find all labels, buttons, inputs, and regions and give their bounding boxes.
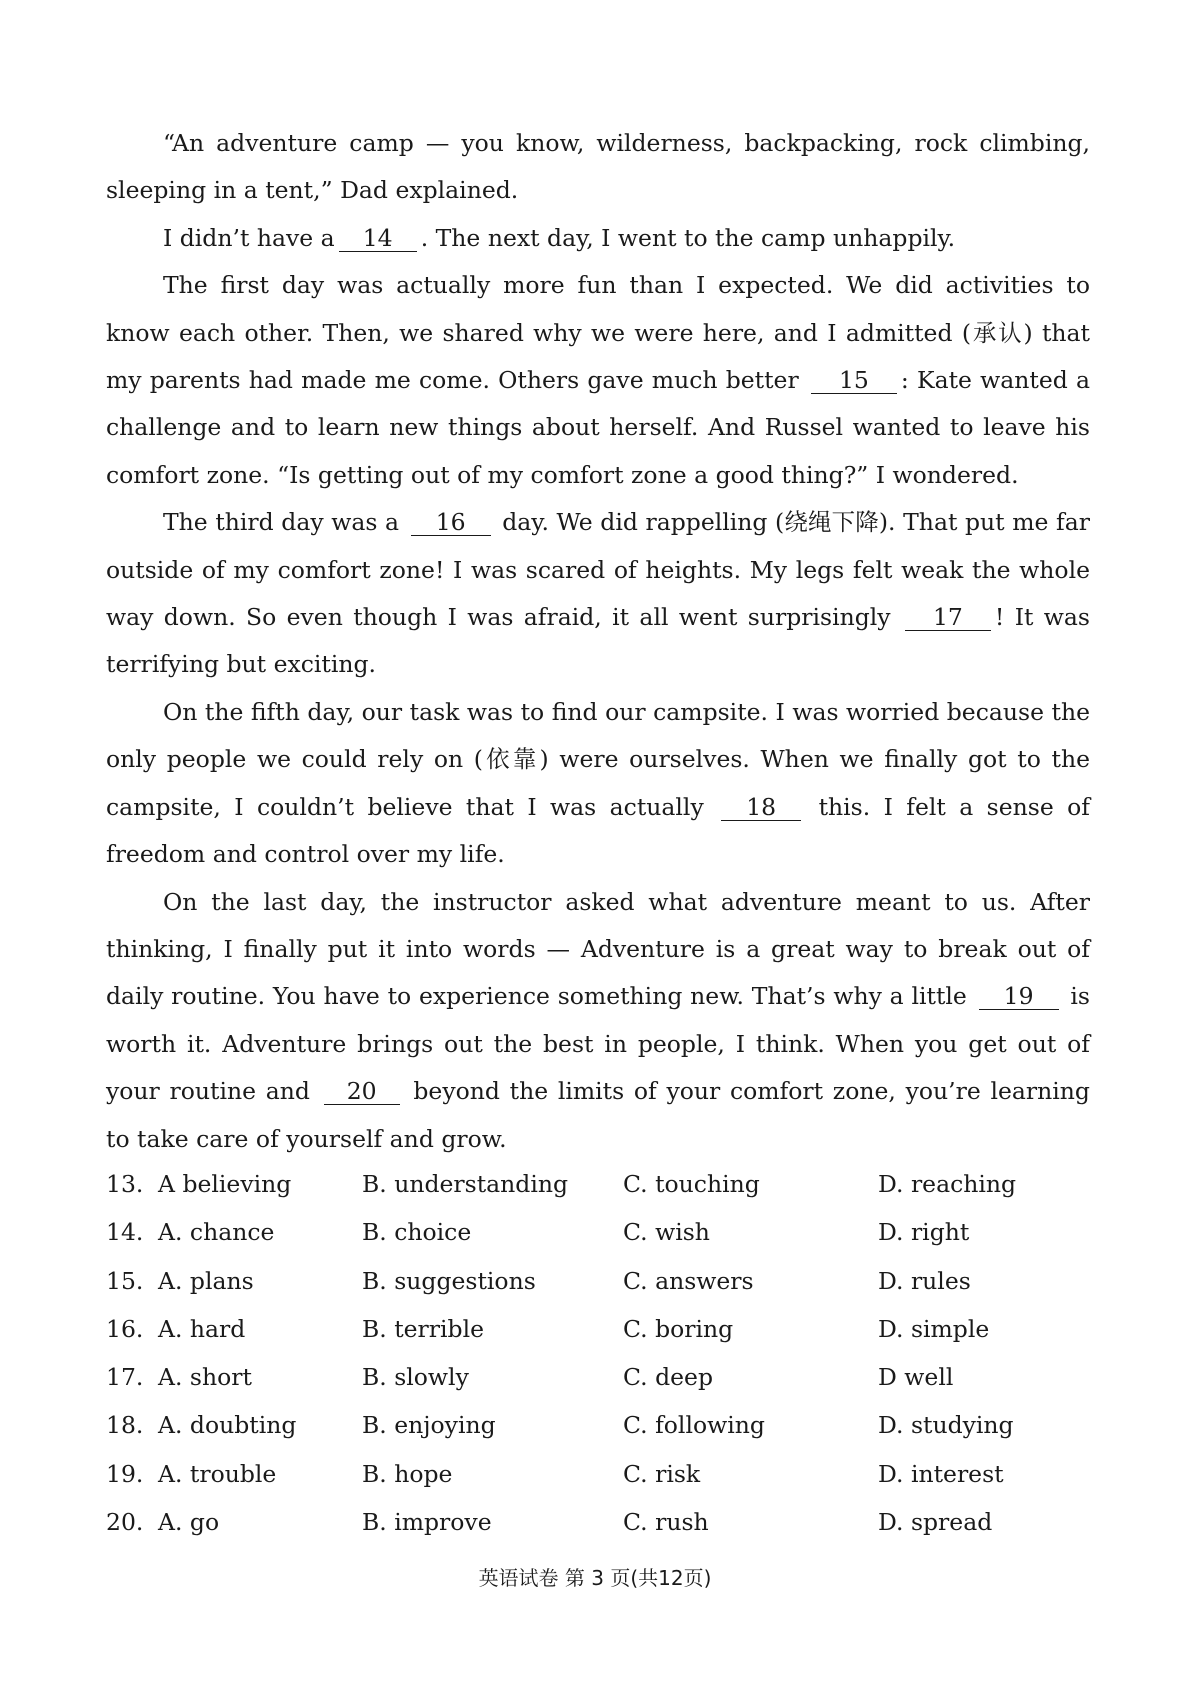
option-b: B. enjoying bbox=[362, 1411, 496, 1440]
option-d: D. simple bbox=[878, 1314, 990, 1343]
option-d: D well bbox=[878, 1363, 954, 1392]
question-number: 14. bbox=[106, 1218, 144, 1247]
question-19 bbox=[106, 1460, 1090, 1508]
option-a: A. plans bbox=[158, 1266, 254, 1295]
option-b: B. hope bbox=[362, 1459, 453, 1488]
blank-20: 20 bbox=[324, 1078, 400, 1105]
question-16 bbox=[106, 1315, 1090, 1363]
option-a: A. hard bbox=[158, 1314, 246, 1343]
question-number: 13. bbox=[106, 1170, 144, 1198]
option-b: B. improve bbox=[362, 1508, 492, 1537]
option-d: D. interest bbox=[878, 1459, 1004, 1488]
option-a: A. short bbox=[158, 1363, 252, 1392]
reading-passage bbox=[106, 120, 1090, 1163]
option-b: B. understanding bbox=[362, 1170, 569, 1198]
question-18 bbox=[106, 1411, 1090, 1459]
option-a: A. go bbox=[158, 1508, 220, 1537]
option-c: C. touching bbox=[623, 1170, 760, 1198]
paragraph-text: beyond the limits of your comfort zone, you’re learning to take care of yourself and grow. bbox=[106, 1077, 1090, 1153]
question-15 bbox=[106, 1267, 1090, 1315]
paragraph-text: . The next day, I went to the camp unhappily. bbox=[420, 223, 956, 252]
paragraph-4 bbox=[106, 499, 1090, 689]
paragraph-1 bbox=[106, 120, 1090, 215]
option-a: A. trouble bbox=[158, 1459, 277, 1488]
option-c: C. risk bbox=[623, 1459, 701, 1488]
blank-16: 16 bbox=[411, 509, 491, 536]
paragraph-2 bbox=[106, 215, 1090, 262]
paragraph-text: : Kate wanted a challenge and to learn new things about herself. And Russel wanted to leave his comfort zone. “Is getting out of my comfort zone a good thing?” I wondered. bbox=[106, 366, 1090, 489]
paragraph-text: “An adventure camp — you know, wilderness, backpacking, rock climbing, sleeping in a tent,” Dad explained. bbox=[106, 129, 1090, 205]
option-a: A believing bbox=[158, 1170, 292, 1198]
question-20 bbox=[106, 1508, 1090, 1556]
question-number: 20. bbox=[106, 1508, 144, 1537]
paragraph-text: On the last day, the instructor asked what adventure meant to us. After thinking, I finally put it into words — Adventure is a great way to break out of daily routine. You have to experience something new. That’s why a little bbox=[106, 887, 1090, 1011]
paragraph-text: day. We did rappelling (绕绳下降). That put me far outside of my comfort zone! I was scared of heights. My legs felt weak the whole way down. So even though I was afraid, it all went surprisingly bbox=[106, 508, 1090, 632]
answer-options bbox=[106, 1170, 1090, 1556]
blank-18: 18 bbox=[721, 794, 801, 821]
option-a: A. doubting bbox=[158, 1411, 297, 1440]
blank-17: 17 bbox=[905, 604, 991, 631]
question-number: 17. bbox=[106, 1363, 144, 1392]
option-b: B. terrible bbox=[362, 1314, 485, 1343]
paragraph-text: The first day was actually more fun than I expected. We did activities to know each other. Then, we shared why we were here, and I admitted (承认) that my parents had made me come. Others gave much better bbox=[106, 271, 1090, 395]
question-number: 18. bbox=[106, 1411, 144, 1440]
paragraph-text: this. I felt a sense of freedom and control over my life. bbox=[106, 792, 1090, 869]
question-number: 19. bbox=[106, 1459, 144, 1488]
option-c: C. boring bbox=[623, 1314, 734, 1343]
option-b: B. slowly bbox=[362, 1363, 469, 1392]
option-c: C. answers bbox=[623, 1266, 754, 1295]
option-a: A. chance bbox=[158, 1218, 275, 1247]
page-footer: 英语试卷 第 3 页(共12页) bbox=[478, 1566, 712, 1590]
question-number: 15. bbox=[106, 1266, 144, 1295]
option-b: B. suggestions bbox=[362, 1266, 536, 1295]
paragraph-text: The third day was a bbox=[163, 508, 400, 537]
paragraph-text: is worth it. Adventure brings out the best in people, I think. When you get out of your routine and bbox=[106, 982, 1090, 1106]
blank-15: 15 bbox=[811, 367, 897, 394]
question-13 bbox=[106, 1170, 1090, 1218]
option-d: D. reaching bbox=[878, 1170, 1017, 1198]
option-d: D. right bbox=[878, 1218, 970, 1247]
paragraph-3 bbox=[106, 262, 1090, 499]
question-17 bbox=[106, 1363, 1090, 1411]
option-c: C. following bbox=[623, 1411, 765, 1440]
option-c: C. rush bbox=[623, 1508, 709, 1537]
paragraph-text: On the fifth day, our task was to find our campsite. I was worried because the only people we could rely on (依靠) were ourselves. When we finally got to the campsite, I couldn’t believe that I was actually bbox=[106, 697, 1090, 821]
question-number: 16. bbox=[106, 1314, 144, 1343]
blank-14: 14 bbox=[339, 225, 417, 252]
option-c: C. wish bbox=[623, 1218, 710, 1247]
paragraph-6 bbox=[106, 879, 1090, 1163]
option-d: D. studying bbox=[878, 1411, 1014, 1440]
option-d: D. rules bbox=[878, 1266, 971, 1295]
blank-19: 19 bbox=[979, 983, 1059, 1010]
option-d: D. spread bbox=[878, 1508, 993, 1537]
paragraph-text: ! It was terrifying but exciting. bbox=[106, 603, 1090, 679]
paragraph-5 bbox=[106, 689, 1090, 879]
option-c: C. deep bbox=[623, 1363, 713, 1392]
option-b: B. choice bbox=[362, 1218, 472, 1247]
question-14 bbox=[106, 1218, 1090, 1266]
paragraph-text: I didn’t have a bbox=[163, 223, 335, 252]
